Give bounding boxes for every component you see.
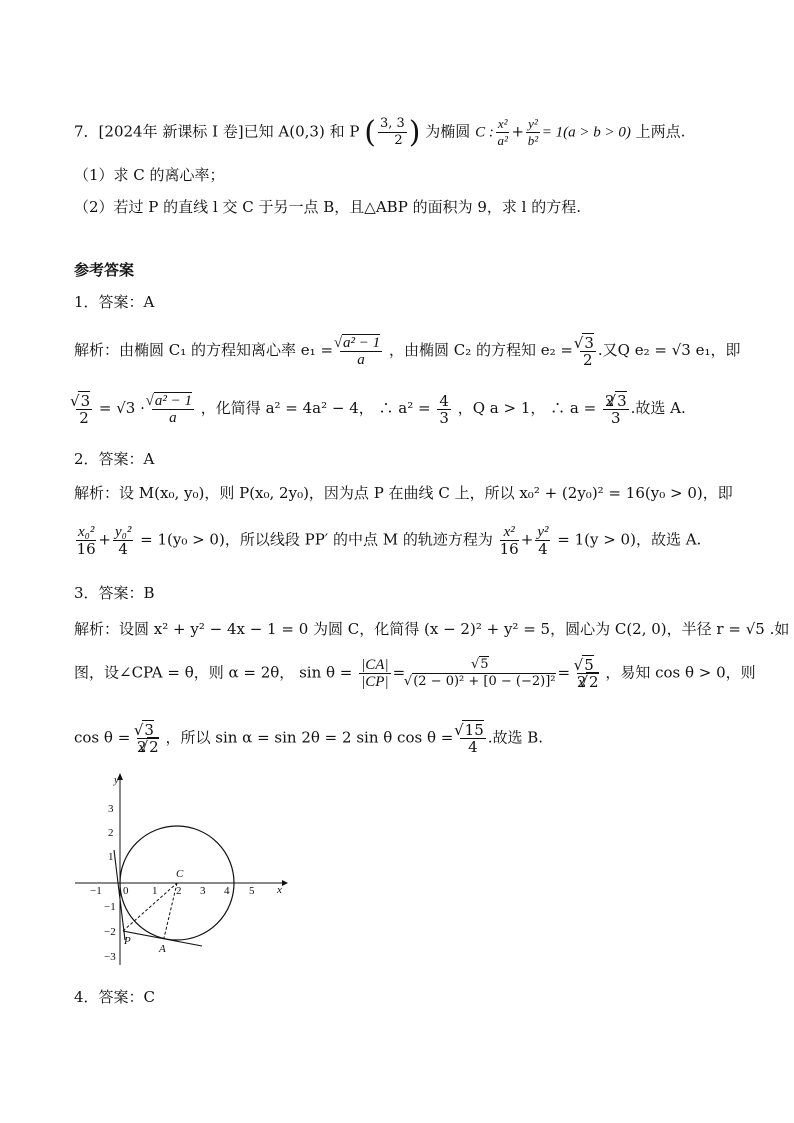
text: = 1(y > 0)，故选 A. (557, 530, 702, 549)
answer-3-line-2: 图，设∠CPA = θ，则 α = 2θ， sin θ = $\frac{|CA|}{|CP|}$ = √ 5 √ (2 − 0)² + [0 − (−2)]² = √ $\frac{5}{2√ 2}$ ，易知 cos θ > 0，则 (74, 657, 756, 690)
segment-pc (123, 883, 177, 931)
answer-1-head: 1．答案：A (74, 293, 155, 311)
y-tick: 1 (108, 851, 114, 863)
y-axis-label: y (114, 774, 119, 786)
answers-heading: 参考答案 (74, 261, 135, 279)
problem-7-part-1: （1）求 C 的离心率； (74, 166, 225, 184)
x-tick: 1 (152, 885, 158, 897)
answer-1-line-2: √ $\frac{3}{2}$ = √3 · √ $\frac{\text{a² − 1}}{a}$ ，化简得 a² = 4a² − 4， ∴ a² = $\frac{4}{3}$ ，Q a > 1， ∴ a = $\frac{2√ 3}{3}$ .故选 A. (74, 392, 686, 426)
y-tick: 3 (108, 803, 114, 815)
problem-text: 为椭圆 (425, 122, 471, 141)
x-axis-arrow-icon (282, 880, 288, 886)
answer-3-line-3: cos θ = √ $\frac{3}{2√ 2}$ ，所以 sin α = sin 2θ = 2 sin θ cos θ = √ $\frac{15}{4}$ .故选 B. (74, 722, 543, 755)
answer-2-line-1: 解析：设 M(x₀, y₀)，则 P(x₀, 2y₀)，因为点 P 在曲线 C 上，所以 x₀² + (2y₀)² = 16(y₀ > 0)，即 (74, 484, 733, 502)
problem-text: 上两点. (635, 122, 686, 141)
answer-3-line-1: 解析：设圆 x² + y² − 4x − 1 = 0 为圆 C，化简得 (x − 2)² + y² = 5，圆心为 C(2, 0)，半径 r = √5 .如 (74, 620, 790, 638)
text: ，所以 sin α = sin 2θ = 2 sin θ cos θ = (165, 728, 454, 747)
text: 图，设∠CPA = θ，则 α = 2θ， sin θ = (74, 663, 353, 682)
text: = √3 · (98, 399, 145, 417)
y-tick: −3 (104, 951, 116, 963)
problem-7-statement: 7．[2024年 新课标 I 卷]已知 A(0,3) 和 P ( $\frac{3, 3}{2}$ ) 为椭圆 C : $\frac{\text{x²}}{\text{a²}}$ + $\frac{\text{y²}}{\text{b²}}$ = 1(a > b > 0) 上两点. (74, 115, 686, 150)
text: ，易知 cos θ > 0，则 (605, 663, 756, 682)
text: .又Q e₂ = √3 e₁，即 (597, 341, 741, 359)
text: ，化简得 a² = 4a² − 4， ∴ a² = (200, 399, 431, 417)
y-tick: −2 (104, 926, 116, 938)
answer-1-line-1: 解析：由椭圆 C₁ 的方程知离心率 e₁ = √ $\frac{\text{a² − 1}}{a}$ ，由椭圆 C₂ 的方程知 e₂ = √ $\frac{3}{2}$ .又Q e₂ = √3 e₁，即 (74, 334, 740, 368)
point-a-label: A (159, 943, 166, 955)
problem-7-part-2: （2）若过 P 的直线 l 交 C 于另一点 B，且△ABP 的面积为 9，求 l 的方程. (74, 198, 581, 216)
x-tick: 4 (224, 885, 230, 897)
answer-2-head: 2．答案：A (74, 450, 155, 468)
y-tick: 2 (108, 827, 114, 839)
problem-number: 7． (74, 122, 99, 141)
text: .故选 A. (630, 399, 686, 417)
text: ，Q a > 1， ∴ a = (457, 399, 597, 417)
problem-text: 已知 A(0,3) 和 P (243, 122, 360, 141)
text: ，由椭圆 C₂ 的方程知 e₂ = (388, 341, 573, 359)
text: .故选 B. (487, 728, 544, 747)
answer-3-head: 3．答案：B (74, 584, 155, 602)
x-tick: 5 (249, 885, 255, 897)
exam-tag: [2024年 新课标 I 卷] (98, 122, 244, 141)
text: = 1(y₀ > 0)，所以线段 PP′ 的中点 M 的轨迹方程为 (140, 530, 493, 549)
y-tick: −1 (104, 901, 116, 913)
text: cos θ = (74, 728, 131, 747)
x-tick: 0 (123, 885, 129, 897)
answer-4-head: 4．答案：C (74, 988, 156, 1006)
point-p-label: P (124, 935, 131, 947)
answer-2-line-2: $\frac{\text{x₀²}}{16}$ + $\frac{\text{y₀²}}{4}$ = 1(y₀ > 0)，所以线段 PP′ 的中点 M 的轨迹方程为 $\frac{\text{x²}}{16}$ + $\frac{\text{y²}}{4}$ = 1(y > 0)，故选 A. (76, 524, 702, 558)
x-tick: 3 (200, 885, 206, 897)
x-axis-label: x (277, 884, 282, 896)
circle-tangent-figure (70, 770, 290, 970)
text: 解析：由椭圆 C₁ 的方程知离心率 e₁ = (74, 341, 334, 359)
x-tick: −1 (90, 885, 102, 897)
x-tick: 2 (176, 885, 182, 897)
point-c-label: C (176, 868, 184, 880)
